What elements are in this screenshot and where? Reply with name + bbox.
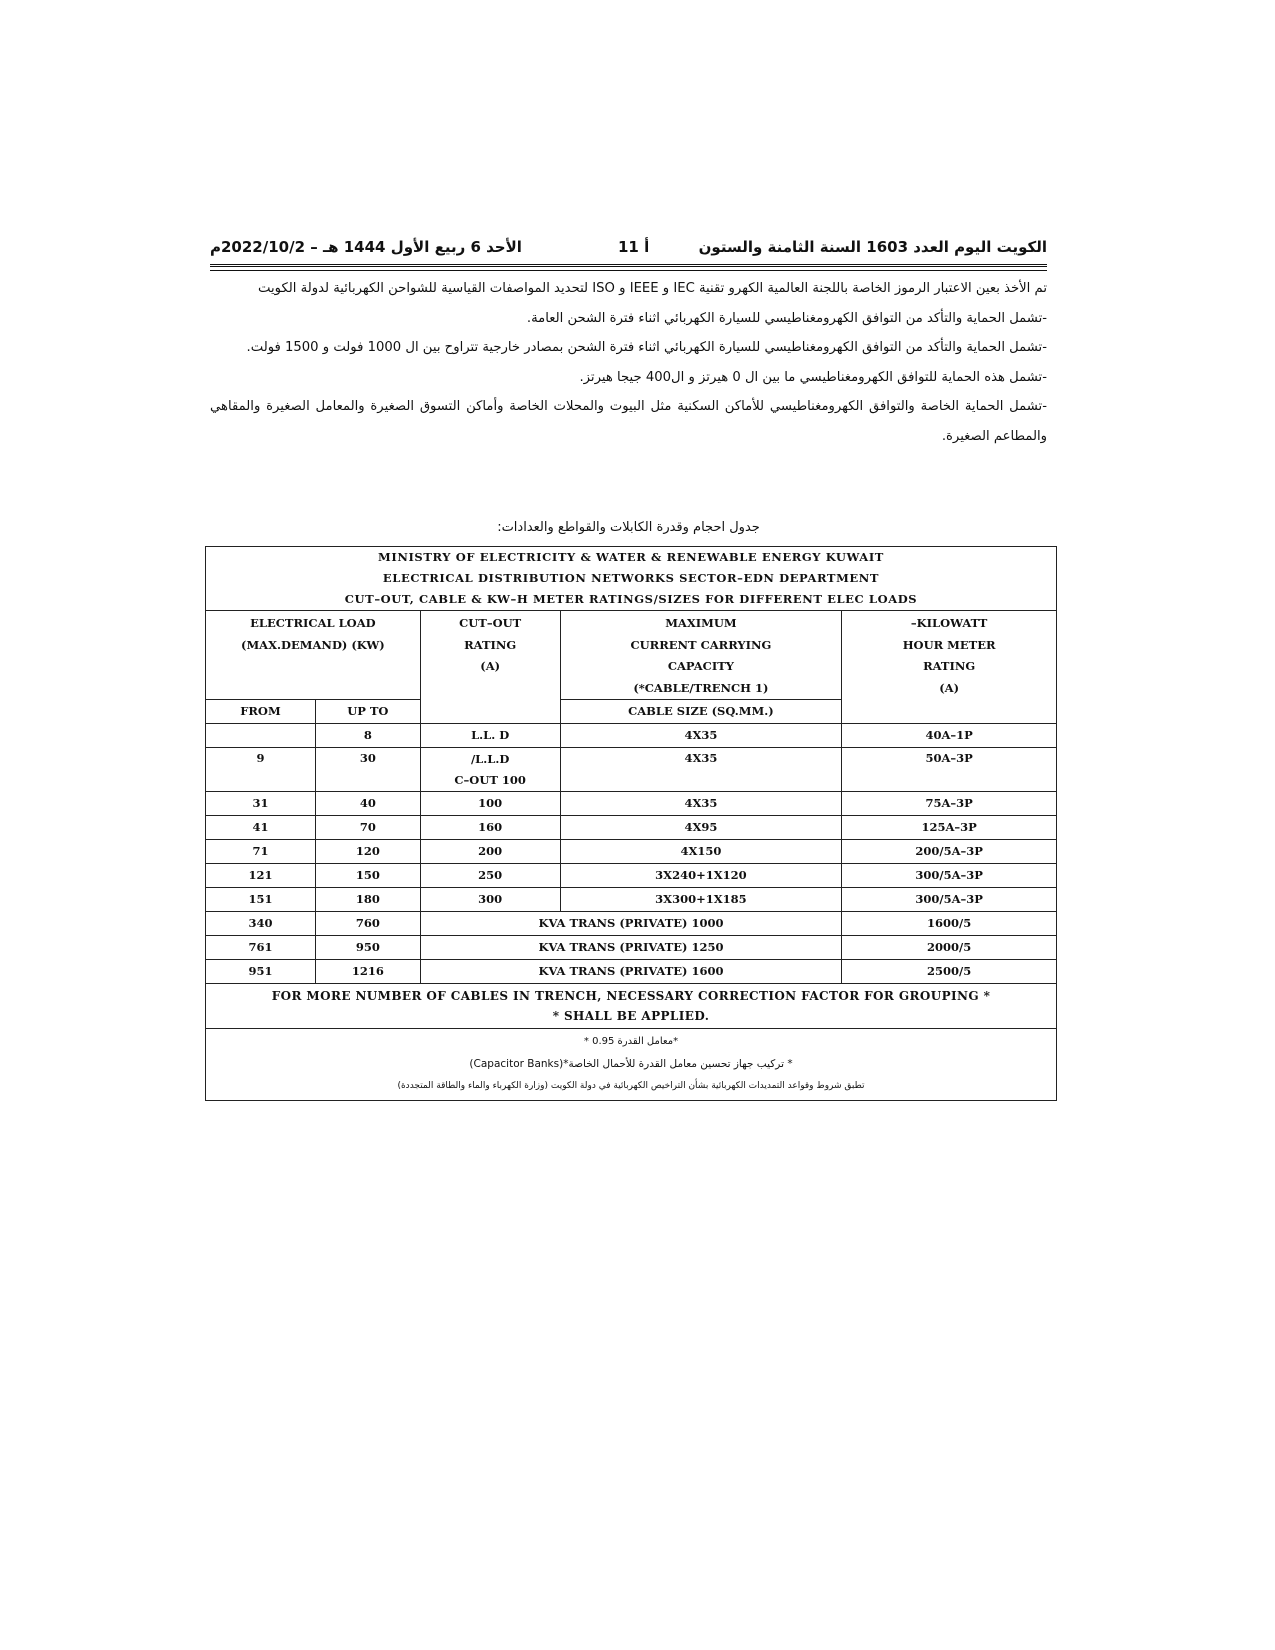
cell-meter-rating: 50A–3P	[842, 748, 1057, 792]
header-line: –KILOWATT	[910, 616, 988, 630]
header-line: CUT–OUT	[459, 616, 522, 630]
table-row	[206, 888, 1057, 912]
cell-meter-rating: 75A–3P	[842, 792, 1057, 816]
cell-upto: 150	[315, 864, 420, 888]
cell-transformer: KVA TRANS (PRIVATE) 1250	[420, 936, 841, 960]
cell-from: 340	[206, 912, 316, 936]
cell-cable-size: 4X35	[560, 724, 842, 748]
table-row	[206, 816, 1057, 840]
cell-cutout-line: 200	[478, 844, 503, 858]
cell-cutout-line: L.L. D	[471, 728, 510, 742]
header-line: HOUR METER	[902, 637, 996, 652]
cell-cutout	[420, 724, 560, 748]
header-electrical-load	[206, 611, 421, 700]
table-row	[206, 864, 1057, 888]
body-text	[210, 274, 1047, 451]
paragraph-residential: -تشمل الحماية الخاصة والتوافق الكهرومغناطيسي للأماكن السكنية مثل البيوت والمحلات الخاصة وأماكن التسوق الصغيرة والمعامل الصغيرة والمقاهي والمطاعم الصغيرة.	[210, 399, 1047, 444]
cell-upto: 1216	[315, 960, 420, 984]
header-line: MAXIMUM	[665, 616, 737, 630]
cell-cutout	[420, 748, 560, 792]
header-line: (A)	[939, 680, 960, 695]
cell-cable-size: 3X240+1X120	[560, 864, 842, 888]
cell-cable-size: 4X150	[560, 840, 842, 864]
table-footnote-row	[206, 1029, 1057, 1101]
table-row	[206, 840, 1057, 864]
cell-upto: 180	[315, 888, 420, 912]
header-line: CAPACITY	[667, 659, 734, 673]
header-line: CURRENT CARRYING	[630, 637, 772, 652]
table-note	[206, 984, 1057, 1029]
table-title-line: MINISTRY OF ELECTRICITY & WATER & RENEWABLE ENERGY KUWAIT	[378, 550, 884, 564]
cell-cutout	[420, 888, 560, 912]
table-row	[206, 724, 1057, 748]
ratings-table	[205, 546, 1057, 1101]
table-row-transformer	[206, 912, 1057, 936]
cell-from: 9	[206, 748, 316, 792]
cell-from	[206, 724, 316, 748]
header-date: الأحد 6 ربيع الأول 1444 هـ – 2022/10/2م	[210, 238, 522, 256]
cell-meter-rating: 40A–1P	[842, 724, 1057, 748]
cell-meter-rating: 200/5A–3P	[842, 840, 1057, 864]
table-title-line: ELECTRICAL DISTRIBUTION NETWORKS SECTOR–EDN DEPARTMENT	[382, 571, 880, 585]
header-meter-rating	[842, 611, 1057, 724]
paragraph-public-charging: -تشمل الحماية والتأكد من التوافق الكهرومغناطيسي للسيارة الكهربائي اثناء فترة الشحن العامة.	[526, 310, 1047, 326]
header-line: (MAX.DEMAND) (KW)	[241, 637, 385, 652]
table-row-transformer	[206, 936, 1057, 960]
header-rule	[210, 264, 1047, 271]
cell-cutout-line: C–OUT 100	[454, 773, 526, 787]
header-line: (*CABLE/TRENCH 1)	[633, 680, 769, 695]
header-line: ELECTRICAL LOAD	[250, 616, 376, 630]
cell-cutout-line: 250	[478, 868, 503, 882]
cell-cutout-line: 100	[478, 796, 503, 810]
cell-upto: 950	[315, 936, 420, 960]
cell-transformer: KVA TRANS (PRIVATE) 1600	[420, 960, 841, 984]
table-caption: جدول احجام وقدرة الكابلات والقواطع والعدادات:	[497, 520, 760, 535]
cell-transformer: KVA TRANS (PRIVATE) 1000	[420, 912, 841, 936]
cell-upto: 8	[315, 724, 420, 748]
header-cable-size: CABLE SIZE (SQ.MM.)	[560, 700, 842, 724]
cell-upto: 120	[315, 840, 420, 864]
cell-meter-rating: 300/5A–3P	[842, 864, 1057, 888]
table-footnote-line: * تركيب جهاز تحسين معامل القدرة للأحمال الخاصة*(Capacitor Banks)	[469, 1058, 793, 1070]
table-footnotes	[206, 1029, 1057, 1101]
table-row	[206, 748, 1057, 792]
table-header-row	[206, 611, 1057, 700]
cell-cutout	[420, 816, 560, 840]
header-page-number: أ 11	[618, 238, 650, 256]
cell-from: 71	[206, 840, 316, 864]
cell-meter-rating: 125A–3P	[842, 816, 1057, 840]
cell-meter-rating: 2000/5	[842, 936, 1057, 960]
header-publication: الكويت اليوم العدد 1603 السنة الثامنة والستون	[698, 238, 1047, 256]
table-row-transformer	[206, 960, 1057, 984]
cell-cutout-line: 300	[478, 892, 503, 906]
cell-meter-rating: 2500/5	[842, 960, 1057, 984]
table-footnote-line: *معامل القدرة 0.95 *	[583, 1036, 679, 1047]
cell-from: 151	[206, 888, 316, 912]
cell-meter-rating: 1600/5	[842, 912, 1057, 936]
cell-cutout	[420, 792, 560, 816]
cell-cutout-line: 160	[478, 820, 503, 834]
header-line: RATING	[923, 659, 976, 673]
cell-upto: 70	[315, 816, 420, 840]
paragraph-external-sources: -تشمل الحماية والتأكد من التوافق الكهرومغناطيسي للسيارة الكهربائي اثناء فترة الشحن بمصادر خارجية تتراوح بين ال 1000 فولت و 1500 فولت.	[246, 340, 1047, 355]
paragraph-frequency-range: -تشمل هذه الحماية للتوافق الكهرومغناطيسي ما بين ال 0 هيرتز و ال400 جيجا هيرتز.	[579, 369, 1047, 385]
cell-from: 761	[206, 936, 316, 960]
table-note-row	[206, 984, 1057, 1029]
cell-from: 951	[206, 960, 316, 984]
header-current-capacity	[560, 611, 842, 700]
header-from: FROM	[206, 700, 316, 724]
cell-upto: 30	[315, 748, 420, 792]
cell-meter-rating: 300/5A–3P	[842, 888, 1057, 912]
table-title-row	[206, 547, 1057, 611]
cell-from: 121	[206, 864, 316, 888]
table-note-line: * SHALL BE APPLIED.	[552, 1009, 710, 1023]
cell-cable-size: 4X35	[560, 792, 842, 816]
table-title	[206, 547, 1057, 611]
header-upto: UP TO	[315, 700, 420, 724]
header-line: (A)	[480, 659, 501, 673]
cell-upto: 760	[315, 912, 420, 936]
table-title-line: CUT–OUT, CABLE & KW–H METER RATINGS/SIZES FOR DIFFERENT ELEC LOADS	[344, 592, 918, 606]
cell-cutout	[420, 840, 560, 864]
cell-cable-size: 4X95	[560, 816, 842, 840]
table-row	[206, 792, 1057, 816]
cell-from: 41	[206, 816, 316, 840]
paragraph-standards: تم الأخذ بعين الاعتبار الرموز الخاصة باللجنة العالمية الكهرو تقنية IEC و IEEE و ISO لتحديد المواصفات القياسية للشواحن الكهربائية لدولة الكويت	[258, 281, 1047, 296]
cell-upto: 40	[315, 792, 420, 816]
header-line: RATING	[464, 637, 517, 652]
table-footnote-line: تطبق شروط وقواعد التمديدات الكهربائية بشأن التراخيص الكهربائية في دولة الكويت (وزارة الكهرباء والماء والطاقة المتجددة)	[397, 1081, 865, 1091]
cell-cable-size: 3X300+1X185	[560, 888, 842, 912]
cell-from: 31	[206, 792, 316, 816]
table-note-line: FOR MORE NUMBER OF CABLES IN TRENCH, NECESSARY CORRECTION FACTOR FOR GROUPING *	[271, 989, 991, 1003]
cell-cable-size: 4X35	[560, 748, 842, 792]
header-cutout-rating	[420, 611, 560, 724]
cell-cutout	[420, 864, 560, 888]
cell-cutout-line: /L.L.D	[470, 752, 510, 766]
page-header	[210, 238, 1047, 264]
